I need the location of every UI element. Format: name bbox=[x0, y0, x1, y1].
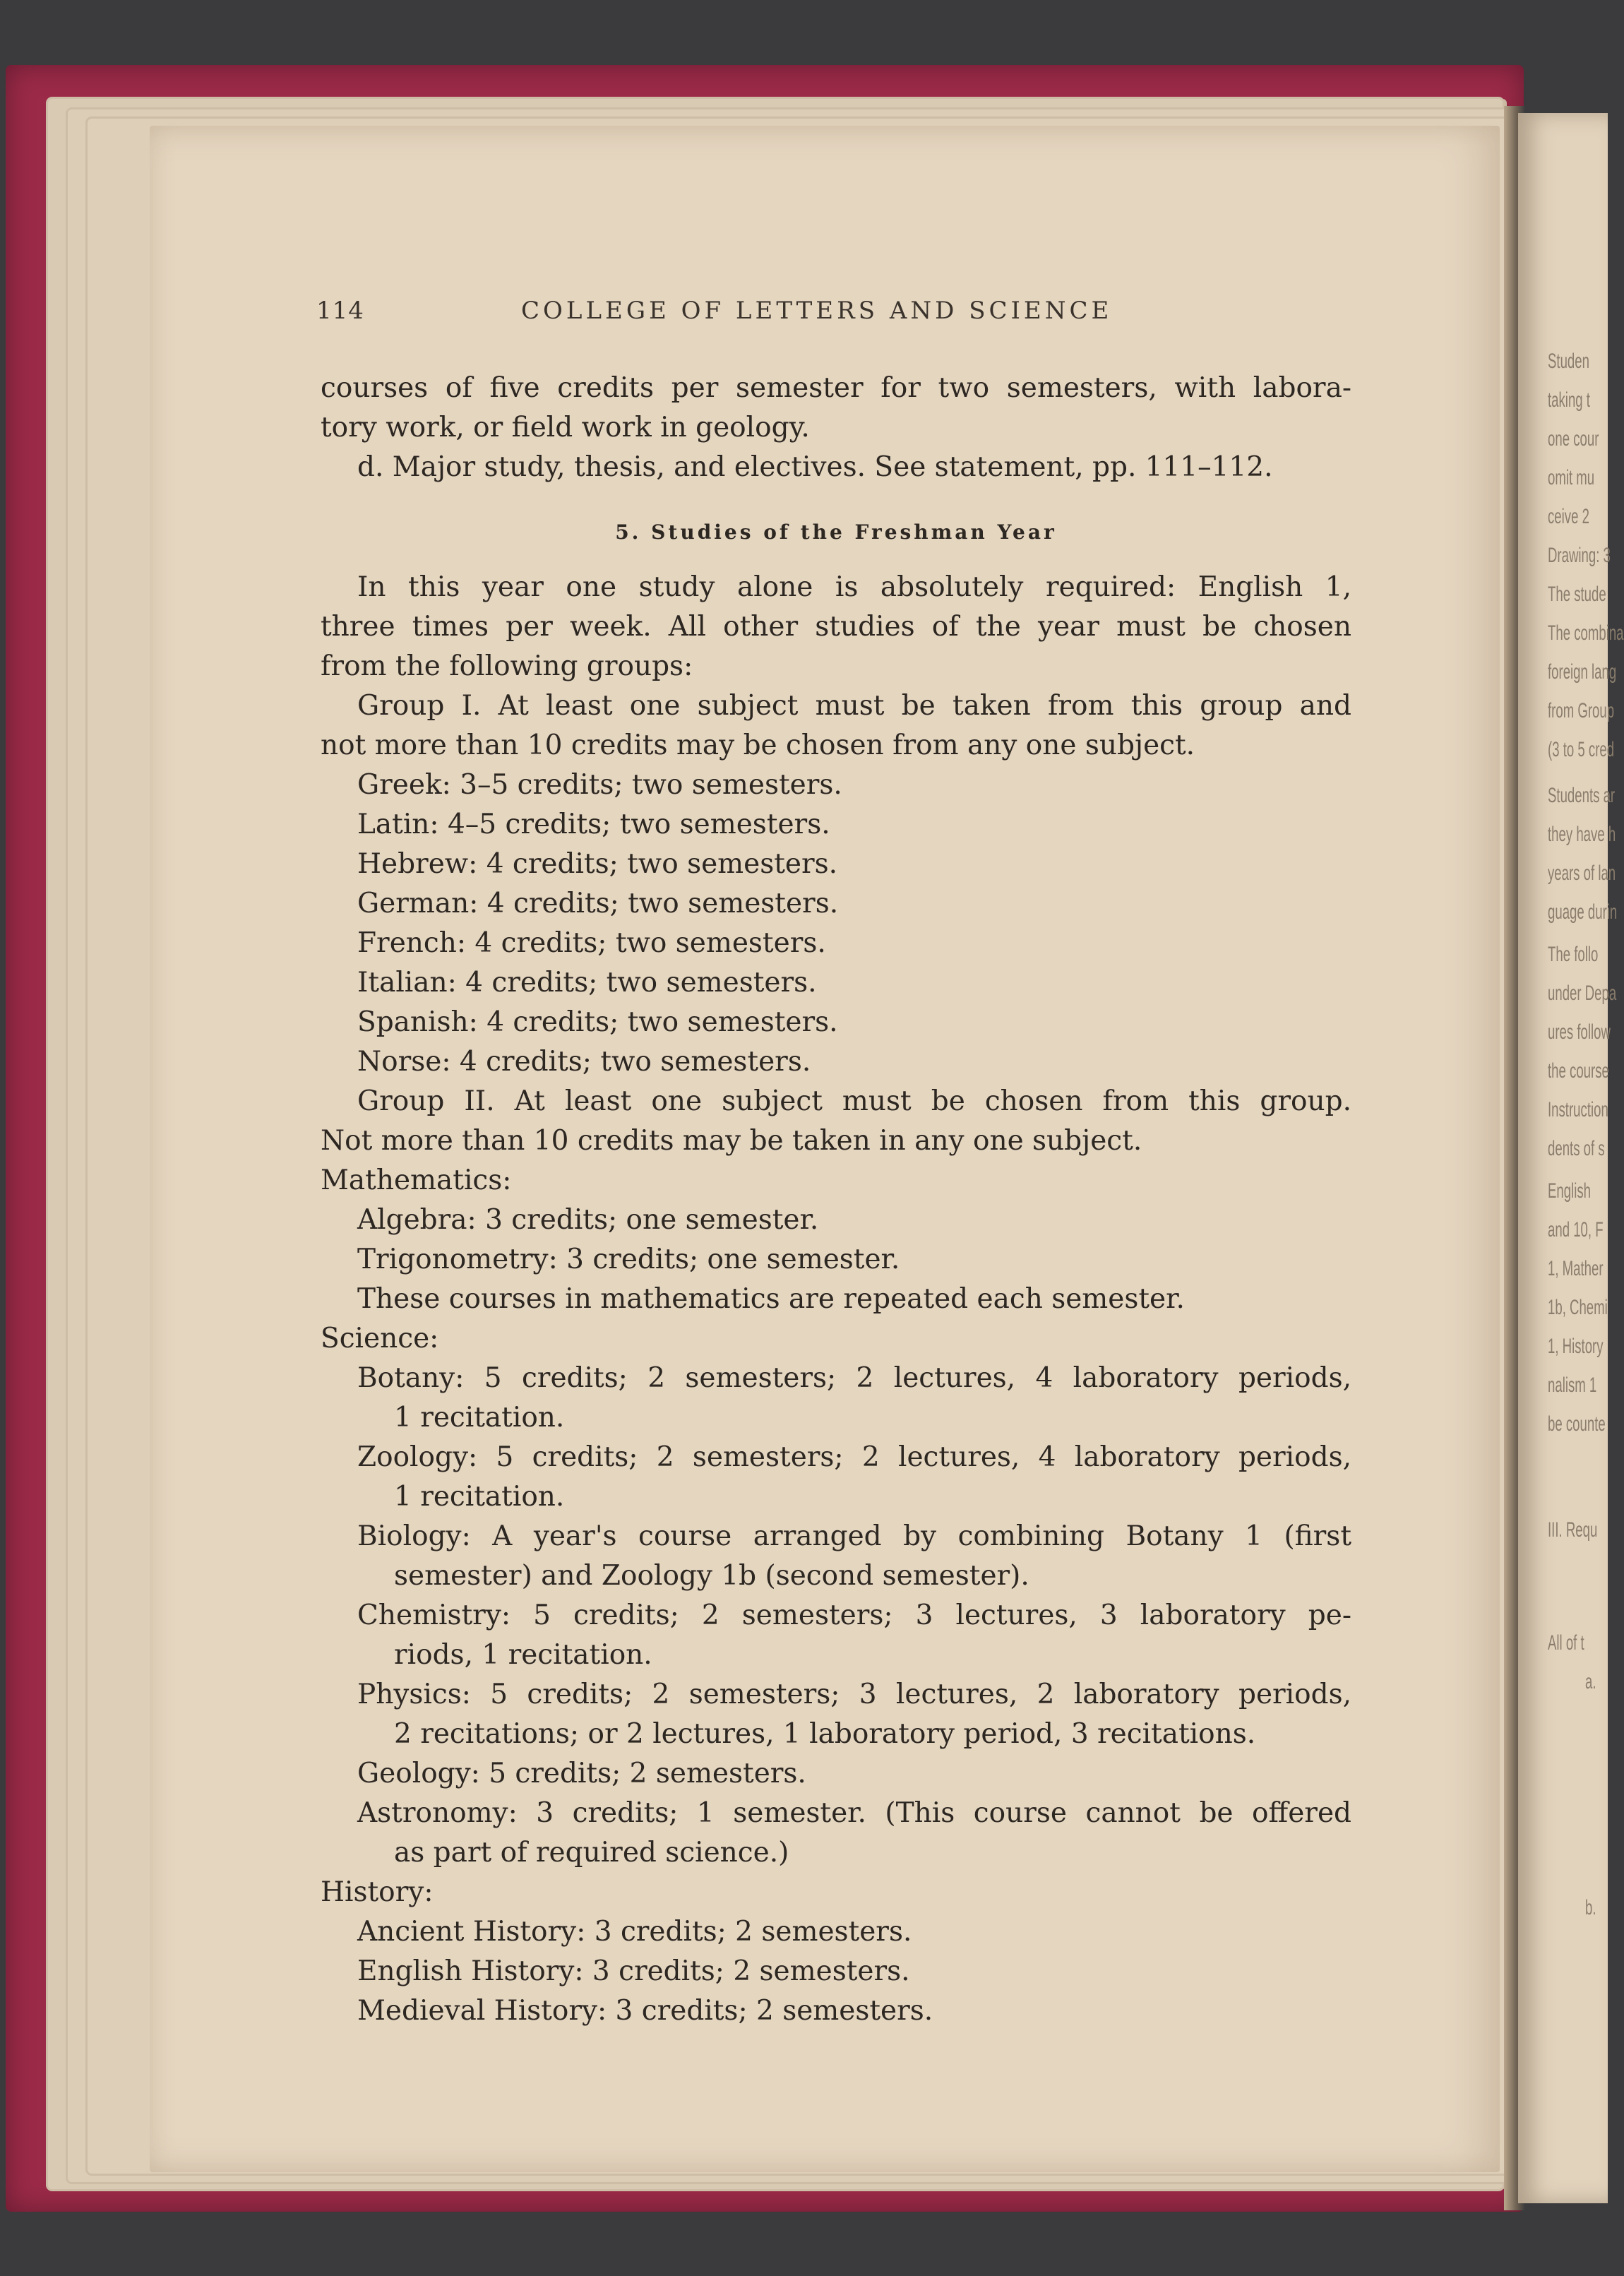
facing-fragment: All of t bbox=[1548, 1631, 1584, 1655]
page-number: 114 bbox=[316, 297, 364, 325]
facing-fragment: foreign lang bbox=[1548, 660, 1617, 684]
facing-fragment: III. Requ bbox=[1548, 1518, 1598, 1542]
facing-fragment: years of lan bbox=[1548, 862, 1616, 885]
text-line: 1 recitation. bbox=[394, 1402, 565, 1434]
facing-fragment: and 10, F bbox=[1548, 1218, 1604, 1241]
text-line: These courses in mathematics are repeated each semester. bbox=[357, 1283, 1185, 1315]
facing-fragment: English bbox=[1548, 1179, 1592, 1203]
text-line: 2 recitations; or 2 lectures, 1 laboratory period, 3 recitations. bbox=[394, 1718, 1256, 1750]
text-line: Physics: 5 credits; 2 semesters; 3 lectures, 2 laboratory periods, bbox=[357, 1679, 1351, 1710]
text-line: from the following groups: bbox=[321, 650, 693, 682]
facing-fragment: Drawing: 3 bbox=[1548, 544, 1611, 567]
text-line: Medieval History: 3 credits; 2 semesters. bbox=[357, 1995, 933, 2027]
facing-fragment: 1, Mather bbox=[1548, 1257, 1604, 1280]
text-line: Group I. At least one subject must be taken from this group and bbox=[357, 690, 1351, 722]
facing-fragment: The stude bbox=[1548, 583, 1606, 606]
running-head bbox=[0, 297, 1608, 332]
facing-fragment: 1b, Chemi bbox=[1548, 1296, 1608, 1319]
facing-fragment: (3 to 5 cred bbox=[1548, 738, 1615, 761]
text-line: In this year one study alone is absolutely required: English 1, bbox=[357, 571, 1351, 603]
facing-fragment: a. bbox=[1585, 1670, 1596, 1693]
text-line: Mathematics: bbox=[321, 1164, 512, 1196]
text-line: Trigonometry: 3 credits; one semester. bbox=[357, 1244, 900, 1275]
text-line: riods, 1 recitation. bbox=[394, 1639, 652, 1671]
text-line: semester) and Zoology 1b (second semester). bbox=[394, 1560, 1029, 1592]
facing-fragment: The combina bbox=[1548, 621, 1624, 645]
text-line: not more than 10 credits may be chosen from any one subject. bbox=[321, 729, 1195, 761]
facing-fragment: Instruction bbox=[1548, 1098, 1608, 1121]
text-line: Zoology: 5 credits; 2 semesters; 2 lectures, 4 laboratory periods, bbox=[357, 1441, 1351, 1473]
facing-fragment: omit mu bbox=[1548, 466, 1595, 489]
facing-fragment: ures follow bbox=[1548, 1020, 1611, 1044]
facing-fragment: dents of s bbox=[1548, 1137, 1605, 1160]
facing-fragment: nalism 1 bbox=[1548, 1374, 1597, 1397]
text-line: Not more than 10 credits may be taken in any one subject. bbox=[321, 1125, 1142, 1157]
facing-fragment: taking t bbox=[1548, 388, 1590, 412]
text-line: History: bbox=[321, 1876, 434, 1908]
facing-fragment: ceive 2 bbox=[1548, 505, 1589, 528]
facing-fragment: from Group bbox=[1548, 699, 1615, 722]
text-line: tory work, or field work in geology. bbox=[321, 412, 810, 443]
text-line: Botany: 5 credits; 2 semesters; 2 lectures, 4 laboratory periods, bbox=[357, 1362, 1351, 1394]
text-line: German: 4 credits; two semesters. bbox=[357, 888, 839, 919]
text-line: Geology: 5 credits; 2 semesters. bbox=[357, 1758, 806, 1789]
text-line: Algebra: 3 credits; one semester. bbox=[357, 1204, 819, 1236]
facing-fragment: under Depa bbox=[1548, 982, 1617, 1005]
text-line: Norse: 4 credits; two semesters. bbox=[357, 1046, 811, 1078]
text-line: as part of required science.) bbox=[394, 1837, 789, 1869]
facing-fragment: one cour bbox=[1548, 427, 1599, 451]
facing-fragment: be counte bbox=[1548, 1412, 1606, 1436]
text-line: 1 recitation. bbox=[394, 1481, 565, 1513]
facing-fragment: The follo bbox=[1548, 943, 1599, 966]
text-line: d. Major study, thesis, and electives. See statement, pp. 111–112. bbox=[357, 451, 1273, 483]
facing-fragment: the course bbox=[1548, 1059, 1609, 1083]
facing-fragment: they have h bbox=[1548, 823, 1616, 846]
text-line: Latin: 4–5 credits; two semesters. bbox=[357, 809, 830, 840]
text-line: three times per week. All other studies of the year must be chosen bbox=[321, 611, 1351, 643]
facing-page bbox=[1518, 113, 1624, 2203]
facing-fragment: guage durin bbox=[1548, 900, 1618, 924]
text-line: Group II. At least one subject must be chosen from this group. bbox=[357, 1085, 1351, 1117]
section-heading: 5. Studies of the Freshman Year bbox=[615, 520, 1057, 544]
text-line: Ancient History: 3 credits; 2 semesters. bbox=[357, 1916, 912, 1948]
text-line: Greek: 3–5 credits; two semesters. bbox=[357, 769, 842, 801]
text-line: Science: bbox=[321, 1323, 439, 1354]
text-line: French: 4 credits; two semesters. bbox=[357, 927, 826, 959]
text-line: Chemistry: 5 credits; 2 semesters; 3 lectures, 3 laboratory pe- bbox=[357, 1599, 1351, 1631]
text-line: English History: 3 credits; 2 semesters. bbox=[357, 1955, 910, 1987]
body-text bbox=[321, 369, 1351, 2031]
text-line: courses of five credits per semester for two semesters, with labora- bbox=[321, 372, 1351, 404]
text-line: Hebrew: 4 credits; two semesters. bbox=[357, 848, 838, 880]
facing-fragment: b. bbox=[1585, 1896, 1596, 1919]
facing-fragment: 1, History bbox=[1548, 1335, 1604, 1358]
facing-fragment: Students ar bbox=[1548, 784, 1616, 807]
running-title: COLLEGE OF LETTERS AND SCIENCE bbox=[521, 297, 1113, 325]
text-line: Italian: 4 credits; two semesters. bbox=[357, 967, 817, 999]
facing-fragment: Studen bbox=[1548, 350, 1589, 373]
text-line: Spanish: 4 credits; two semesters. bbox=[357, 1006, 838, 1038]
text-line: Biology: A year's course arranged by combining Botany 1 (first bbox=[357, 1520, 1351, 1552]
text-line: Astronomy: 3 credits; 1 semester. (This course cannot be offered bbox=[357, 1797, 1351, 1829]
